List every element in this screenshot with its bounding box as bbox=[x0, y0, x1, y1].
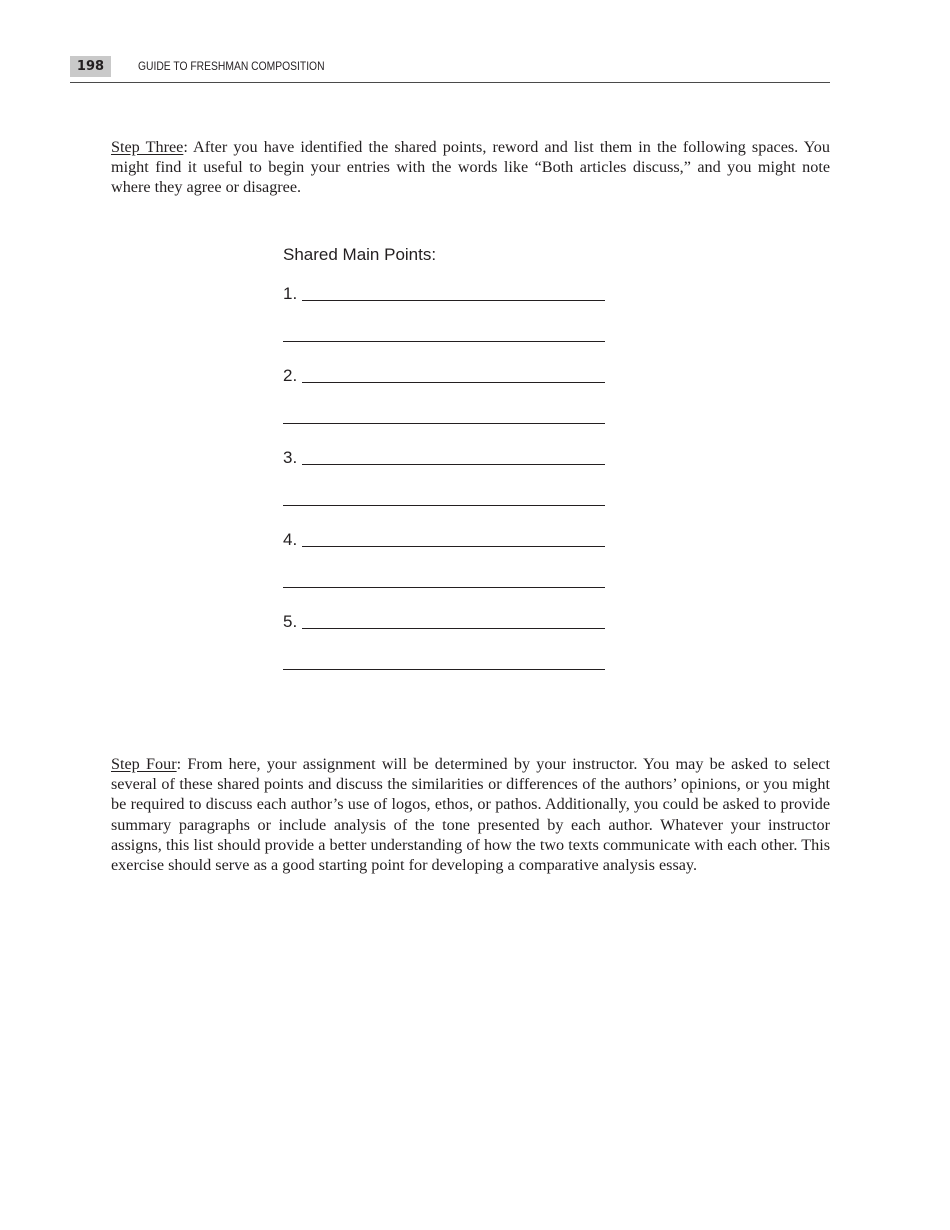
entry-2 bbox=[283, 348, 613, 430]
answer-blank[interactable] bbox=[302, 628, 605, 629]
entry-3 bbox=[283, 430, 613, 512]
entry-4 bbox=[283, 512, 613, 594]
answer-blank[interactable] bbox=[302, 382, 605, 383]
step-three-label: Step Three bbox=[111, 138, 184, 156]
step-three-text: : After you have identified the shared points, reword and list them in the following spaces. You might find it useful to begin your entries with the words like “Both articles discuss,” and you might note where they agree or disagree. bbox=[111, 138, 830, 197]
answer-blank[interactable] bbox=[302, 546, 605, 547]
answer-blank-continuation[interactable] bbox=[283, 505, 605, 506]
running-head: GUIDE TO FRESHMAN COMPOSITION bbox=[138, 59, 325, 73]
answer-blank[interactable] bbox=[302, 464, 605, 465]
page-number: 198 bbox=[70, 56, 111, 77]
answer-blank[interactable] bbox=[302, 300, 605, 301]
step-three-paragraph bbox=[111, 137, 830, 198]
answer-blank-continuation[interactable] bbox=[283, 587, 605, 588]
step-four-paragraph bbox=[111, 754, 830, 875]
answer-blank-continuation[interactable] bbox=[283, 669, 605, 670]
page-header bbox=[70, 56, 830, 83]
entry-number: 5. bbox=[283, 612, 298, 631]
worksheet-title: Shared Main Points: bbox=[283, 245, 437, 264]
answer-blank-continuation[interactable] bbox=[283, 341, 605, 342]
entry-number: 1. bbox=[283, 284, 298, 303]
entry-1 bbox=[283, 266, 613, 348]
entry-number: 4. bbox=[283, 530, 298, 549]
entry-number: 3. bbox=[283, 448, 298, 467]
entry-5 bbox=[283, 594, 613, 676]
shared-points-worksheet bbox=[283, 244, 613, 676]
step-four-text: : From here, your assignment will be determined by your instructor. You may be asked to select several of these shared points and discuss the similarities or differences of the authors’ opinions, or you might be required to discuss each author’s use of logos, ethos, or pathos. Additionally, you could be asked to provide summary paragraphs or include analysis of the tone presented by each author. Whatever your instructor assigns, this list should provide a better understanding of how the two texts communicate with each other. This exercise should serve as a good starting point for developing a comparative analysis essay. bbox=[111, 755, 830, 875]
answer-blank-continuation[interactable] bbox=[283, 423, 605, 424]
entry-number: 2. bbox=[283, 366, 298, 385]
step-four-label: Step Four bbox=[111, 755, 177, 773]
